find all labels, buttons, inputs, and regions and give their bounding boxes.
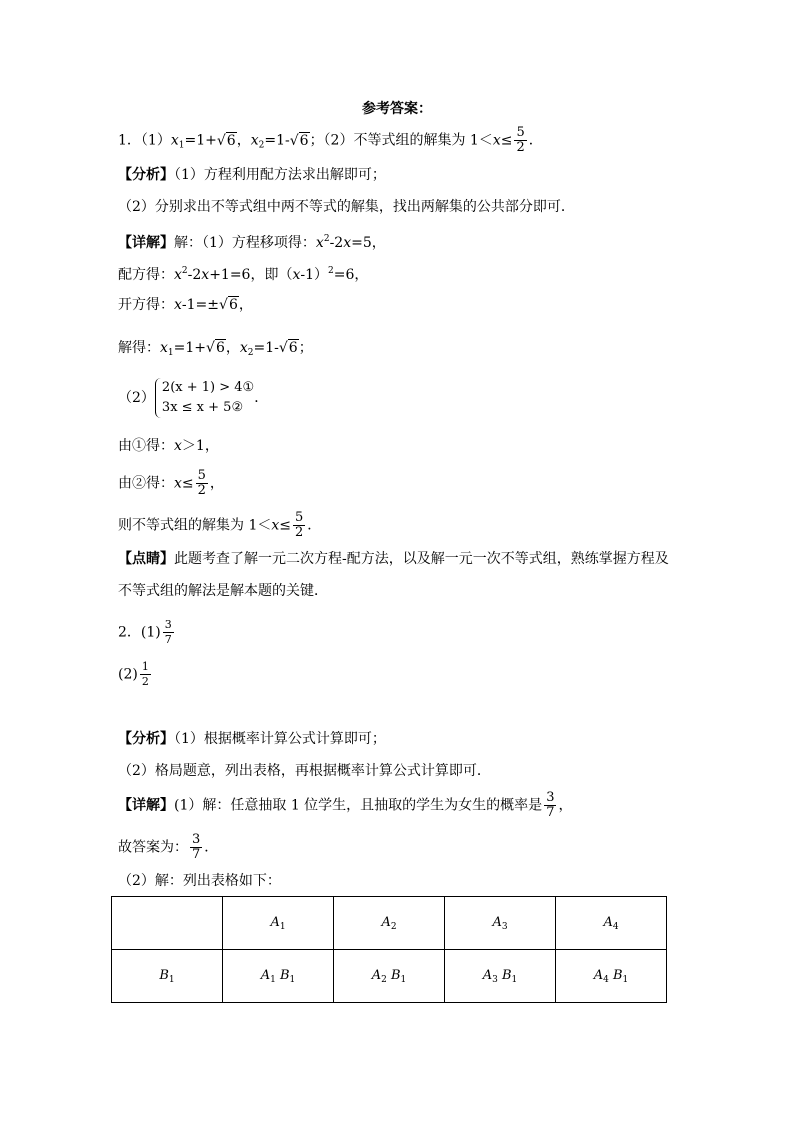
question-number: 2． (118, 624, 141, 641)
text: 由①得： (118, 438, 174, 454)
part-label: （1） (140, 132, 171, 149)
tag: 【分析】 (118, 731, 174, 747)
text: +1=6，即（ (209, 267, 293, 283)
cell-subscript: 1 (270, 974, 276, 985)
cell-subscript: 1 (400, 974, 407, 985)
table-cell (556, 950, 667, 1003)
q2-detail-1 (118, 791, 572, 820)
table-cell (556, 897, 667, 950)
cell-var: A (603, 914, 613, 930)
denominator: 2 (295, 525, 304, 540)
text: ． (307, 517, 322, 534)
table-row (112, 950, 667, 1003)
denominator: 2 (141, 675, 149, 688)
cell-var: A (381, 914, 391, 930)
part-label: （2） (118, 390, 155, 406)
var: x (492, 132, 501, 149)
text: （2）格局题意，列出表格，再根据概率计算公式计算即可． (118, 763, 491, 779)
denominator: 2 (516, 140, 525, 155)
subscript: 1 (167, 348, 174, 358)
q1-root (118, 295, 253, 315)
text: （2）分别求出不等式组中两不等式的解集，找出两解集的公共部分即可． (118, 199, 575, 215)
sep: ， (236, 132, 251, 149)
q1-detail-1 (118, 229, 386, 253)
tag: 【详解】 (118, 797, 174, 814)
table-cell (445, 897, 556, 950)
text: ；（2）不等式组的解集为 1＜ (309, 132, 493, 149)
value: =1- (253, 340, 279, 356)
text: （2）解：列出表格如下： (118, 873, 281, 889)
numerator: 1 (141, 660, 149, 673)
subscript: 2 (247, 348, 254, 358)
fraction (544, 791, 556, 820)
sqrt: √6 (219, 297, 238, 313)
var: x (174, 297, 182, 313)
cell-var: A (270, 914, 280, 930)
q2-part2 (118, 871, 281, 891)
q1-comment-2 (118, 581, 328, 601)
cell-var: A (260, 967, 271, 983)
tag: 【点睛】 (118, 551, 174, 567)
question-number: 1． (118, 132, 141, 149)
var: x (315, 235, 324, 251)
table-cell (334, 897, 445, 950)
q1-system (118, 378, 268, 418)
cell-var: B (279, 967, 290, 983)
table-cell (445, 950, 556, 1003)
q1-from-1 (118, 436, 219, 456)
tag: 【分析】 (118, 167, 174, 183)
value: =1- (264, 132, 290, 149)
outcome-table (111, 896, 667, 1003)
subscript: 2 (258, 140, 265, 151)
q1-answer-line (118, 126, 543, 156)
page-title: 参考答案： (362, 101, 432, 117)
value: =1+ (184, 132, 217, 149)
q2-answer-line (118, 833, 218, 862)
radicand: 6 (228, 297, 238, 313)
text: -1） (300, 267, 329, 283)
text: （1）根据概率计算公式计算即可； (174, 731, 386, 747)
numerator: 3 (192, 832, 201, 847)
table-cell (334, 950, 445, 1003)
sqrt: √6 (278, 340, 298, 356)
text: ， (558, 797, 573, 814)
text: -1=± (181, 297, 220, 313)
text: 由②得： (118, 475, 174, 492)
text: ． (204, 839, 219, 856)
text: (1）解：任意抽取 1 位学生，且抽取的学生为女生的概率是 (174, 797, 543, 814)
cell-var: B (612, 967, 623, 983)
var: x (174, 475, 182, 492)
superscript: 2 (328, 266, 334, 276)
denominator: 7 (546, 805, 555, 820)
text: （1）方程利用配方法求出解即可； (174, 167, 386, 183)
var: x (174, 438, 182, 454)
q1-complete-square (118, 261, 368, 285)
numerator: 3 (164, 618, 172, 631)
table-cell (112, 950, 223, 1003)
fraction (514, 126, 526, 155)
le: ≤ (279, 517, 291, 534)
tag: 【详解】 (118, 235, 174, 251)
text: 则不等式组的解集为 1＜ (118, 517, 272, 534)
q1-analysis-2 (118, 197, 575, 217)
text: ＞1， (181, 438, 219, 454)
le: ≤ (500, 132, 513, 149)
cell-subscript: 3 (501, 921, 508, 932)
numerator: 5 (197, 468, 206, 483)
var: x (292, 267, 301, 283)
text: 故答案为： (118, 839, 188, 856)
fraction (196, 469, 208, 498)
text: -2 (187, 267, 202, 283)
sqrt: √6 (216, 132, 236, 149)
var: x (201, 267, 210, 283)
fraction (190, 833, 202, 862)
q1-analysis-1 (118, 165, 386, 185)
superscript: 2 (181, 266, 188, 276)
fraction (293, 511, 305, 540)
table-cell (223, 897, 334, 950)
q1-conclusion (118, 511, 321, 540)
le: ≤ (181, 475, 194, 492)
text: 不等式组的解法是解本题的关键． (118, 583, 328, 599)
text: 解：（1）方程移项得： (174, 235, 316, 251)
q2-analysis-1 (118, 729, 386, 749)
q2-analysis-2 (118, 761, 491, 781)
numerator: 3 (546, 790, 555, 805)
cell-subscript: 4 (612, 921, 619, 932)
table-header-row (112, 897, 667, 950)
cell-subscript: 1 (279, 921, 286, 932)
cell-subscript: 2 (381, 974, 387, 985)
q1-solution (118, 338, 313, 363)
cell-var: B (159, 967, 169, 983)
inequality-2: 3x ≤ x + 5② (161, 400, 244, 415)
inequality-system (155, 378, 254, 418)
text: 配方得： (118, 267, 174, 283)
sqrt: √6 (206, 340, 225, 356)
cell-subscript: 1 (168, 974, 175, 985)
text: =5， (351, 235, 386, 251)
cell-var: B (501, 967, 512, 983)
var: x (250, 132, 259, 149)
cell-var: A (371, 967, 382, 983)
var: x (271, 517, 280, 534)
cell-subscript: 3 (492, 974, 498, 985)
text: -2 (329, 235, 344, 251)
numerator: 5 (516, 125, 525, 140)
sqrt: √6 (289, 132, 309, 149)
end: ． (528, 132, 543, 149)
q1-comment-1 (118, 549, 669, 569)
cell-var: A (593, 967, 604, 983)
text: ； (298, 340, 313, 356)
text: ， (238, 297, 253, 313)
radicand: 6 (288, 340, 298, 356)
text: 解得： (118, 340, 160, 356)
value: =1+ (173, 340, 207, 356)
q2-answer-2 (118, 660, 153, 689)
cell-var: A (482, 967, 493, 983)
q1-from-2 (118, 469, 224, 498)
table-cell (112, 897, 223, 950)
denominator: 7 (164, 633, 172, 646)
fraction (140, 660, 151, 689)
part-label: (1) (140, 624, 161, 641)
var: x (160, 340, 168, 356)
cell-subscript: 1 (511, 974, 518, 985)
radicand: 6 (215, 340, 225, 356)
cell-var: A (492, 914, 502, 930)
cell-subscript: 4 (603, 974, 609, 985)
superscript: 2 (323, 234, 330, 244)
denominator: 7 (192, 847, 201, 862)
var: x (170, 132, 179, 149)
text: =6， (333, 267, 369, 283)
subscript: 1 (178, 140, 185, 151)
q2-answer-1 (118, 618, 176, 647)
cell-var: B (390, 967, 401, 983)
denominator: 2 (197, 483, 206, 498)
part-label: (2) (118, 666, 138, 683)
cell-subscript: 1 (622, 974, 629, 985)
table-cell (223, 950, 334, 1003)
text: ， (209, 475, 224, 492)
text: 开方得： (118, 297, 174, 313)
sep: ， (225, 340, 240, 356)
fraction (163, 618, 174, 647)
numerator: 5 (295, 510, 304, 525)
radicand: 6 (226, 132, 236, 149)
var: x (174, 267, 182, 283)
var: x (239, 340, 248, 356)
text: ． (254, 390, 269, 406)
inequality-1: 2(x + 1) > 4① (161, 380, 255, 395)
text: 此题考查了解一元二次方程-配方法，以及解一元一次不等式组，熟练掌握方程及 (174, 551, 669, 567)
cell-subscript: 2 (390, 921, 397, 932)
radicand: 6 (299, 132, 309, 149)
var: x (343, 235, 352, 251)
cell-subscript: 1 (289, 974, 296, 985)
